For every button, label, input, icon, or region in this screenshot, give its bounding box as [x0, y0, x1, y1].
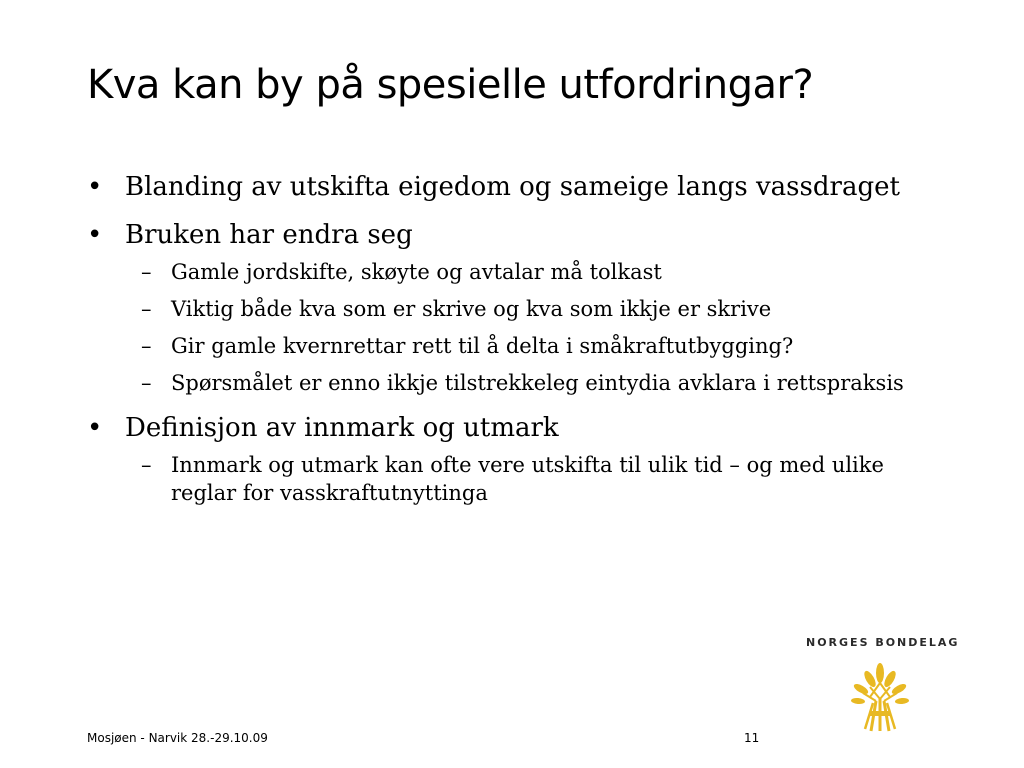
- sub-bullet-marker: –: [141, 297, 152, 321]
- sub-bullet-text: Innmark og utmark kan ofte vere utskifta til ulik tid – og med ulike reglar for vasskraftutnyttinga: [171, 453, 884, 505]
- sub-bullet-text: Spørsmålet er enno ikkje tilstrekkeleg eintydia avklara i rettspraksis: [171, 371, 904, 395]
- bullet-text: Blanding av utskifta eigedom og sameige langs vassdraget: [125, 172, 900, 202]
- sub-bullet-list: [125, 258, 947, 397]
- bullet-item: [87, 170, 947, 204]
- bullet-marker: •: [87, 172, 103, 202]
- sub-bullet-text: Gir gamle kvernrettar rett til å delta i småkraftutbygging?: [171, 334, 794, 358]
- bullet-marker: •: [87, 220, 103, 250]
- bullet-item: [87, 411, 947, 507]
- bullet-list: [87, 170, 947, 521]
- sub-bullet-text: Viktig både kva som er skrive og kva som ikkje er skrive: [171, 297, 772, 321]
- logo-text: NORGES BONDELAG: [806, 636, 960, 649]
- logo: [806, 636, 960, 735]
- sub-bullet-item: [125, 295, 947, 323]
- sub-bullet-marker: –: [141, 334, 152, 358]
- sub-bullet-marker: –: [141, 260, 152, 284]
- sub-bullet-item: [125, 332, 947, 360]
- wheat-sheaf-icon: [849, 659, 911, 735]
- slide-title: Kva kan by på spesielle utfordringar?: [87, 62, 814, 108]
- bullet-marker: •: [87, 413, 103, 443]
- sub-bullet-marker: –: [141, 453, 152, 477]
- bullet-text: Bruken har endra seg: [125, 220, 413, 250]
- sub-bullet-text: Gamle jordskifte, skøyte og avtalar må tolkast: [171, 260, 662, 284]
- sub-bullet-list: [125, 451, 947, 507]
- bullet-item: [87, 218, 947, 397]
- page-number: 11: [744, 731, 760, 745]
- sub-bullet-item: [125, 369, 947, 397]
- sub-bullet-marker: –: [141, 371, 152, 395]
- sub-bullet-item: [125, 258, 947, 286]
- footer-event-date: Mosjøen - Narvik 28.-29.10.09: [87, 731, 268, 745]
- sub-bullet-item: [125, 451, 947, 507]
- bullet-text: Definisjon av innmark og utmark: [125, 413, 559, 443]
